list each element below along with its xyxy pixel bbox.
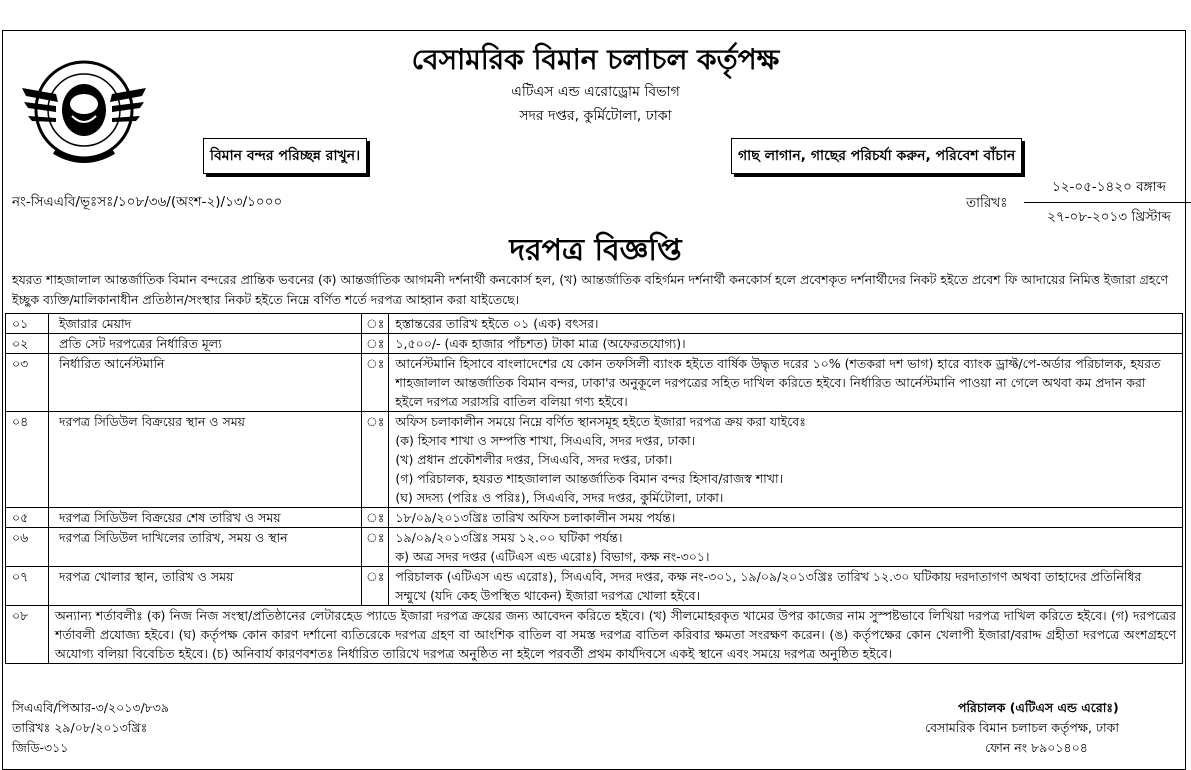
term-colon: ঃ [362, 412, 389, 508]
date-bangla: ১২-০৫-১৪২০ বঙ্গাব্দ [1024, 176, 1191, 203]
term-value-line: আর্নেস্টমানি হিসাবে বাংলাদেশের যে কোন তফসিলী ব্যাংক হইতে বার্ষিক উদ্ধৃত দরের ১০% (শতকরা দশ ভাগ) হারে ব্যাংক ড্রাফ্ট/পে-অর্ডার পরিচালক, হযরত শাহজালাল আন্তর্জাতিক বিমান বন্দর, ঢাকা'র অনুকূলে দরপত্রের সহিত দাখিল করিতে হইবে। নির্ধারিত আর্নেস্টমানি পাওয়া না গেলে অথবা কম প্রদান করা হইলে দরপত্র সরাসরি বাতিল বলিয়া গণ্য হইবে। [395, 356, 1161, 409]
term-number: ০৫ [6, 508, 49, 528]
term-value [389, 567, 1183, 606]
department-name: এটিএস এন্ড এরোড্রোম বিভাগ [511, 84, 680, 100]
term-value [389, 528, 1183, 567]
term-label: প্রতি সেট দরপত্রের নির্ধারিত মূল্য [49, 334, 362, 354]
term-number: ০৩ [6, 354, 49, 412]
notice-heading: দরপত্র বিজ্ঞপ্তি [509, 233, 682, 268]
signatory-phone: ফোন নং ৮৯০১৪০৪ [985, 740, 1088, 755]
term-label: ইজারার মেয়াদ [49, 314, 362, 334]
term-value [389, 354, 1183, 412]
term-value [389, 334, 1183, 354]
term-value-line: ক) অত্র সদর দপ্তর (এটিএস এন্ড এরোঃ) বিভাগ, কক্ষ নং-৩০১। [395, 549, 710, 564]
terms-table [5, 313, 1183, 664]
slogan-right: গাছ লাগান, গাছের পরিচর্যা করুন, পরিবেশ বাঁচান [731, 138, 1022, 174]
term-value-line: অফিস চলাকালীন সময়ে নিম্নে বর্ণিত স্থানসমূহ হইতে ইজারা দরপত্র ক্রয় করা যাইবেঃ [395, 414, 806, 429]
signatory-org: বেসামরিক বিমান চলাচল কর্তৃপক্ষ, ঢাকা [925, 720, 1120, 735]
term-value-line: (ক) হিসাব শাখা ও সম্পত্তি শাখা, সিএএবি, সদর দপ্তর, ঢাকা। [395, 433, 696, 448]
term-label: দরপত্র খোলার স্থান, তারিখ ও সময় [49, 567, 362, 606]
term-label: নির্ধারিত আর্নেস্টমানি [49, 354, 362, 412]
term-value-line: হস্তান্তরের তারিখ হইতে ০১ (এক) বৎসর। [395, 316, 599, 331]
notice-intro: হযরত শাহজালাল আন্তর্জাতিক বিমান বন্দরের প্রান্তিক ভবনের (ক) আন্তর্জাতিক আগমনী দর্শনার্থী কনকোর্স হল, (খ) আন্তর্জাতিক বহির্গমন দর্শনার্থী কনকোর্স হলে প্রবেশকৃত দর্শনার্থীদের নিকট হইতে প্রবেশ ফি আদায়ের নিমিত্ত ইজারা গ্রহণে ইচ্ছুক ব্যক্তি/মালিকানাধীন প্রতিষ্ঠান/সংস্থার নিকট হইতে নিম্নে বর্ণিত শর্তে দরপত্র আহ্বান করা যাইতেছে। [12, 272, 1169, 307]
term-number: ০৭ [6, 567, 49, 606]
term-colon: ঃ [362, 314, 389, 334]
term-label: দরপত্র সিডিউল বিক্রয়ের স্থান ও সময় [49, 412, 362, 508]
term-label: দরপত্র সিডিউল দাখিলের তারিখ, সময় ও স্থান [49, 528, 362, 567]
term-value-line: ১৮/০৯/২০১৩খ্রিঃ তারিখ অফিস চলাকালীন সময় পর্যন্ত। [395, 510, 676, 525]
term-number: ০৪ [6, 412, 49, 508]
footer-reference: সিএএবি/পিআর-৩/২০১৩/৮৩৯ [12, 700, 170, 715]
slogan-left: বিমান বন্দর পরিচ্ছন্ন রাখুন। [203, 138, 367, 174]
table-row [6, 567, 1183, 606]
term-number: ০১ [6, 314, 49, 334]
term-value-line: ১,৫০০/- (এক হাজার পাঁচশত) টাকা মাত্র (অফেরতযোগ্য)। [395, 336, 686, 351]
memo-number: নং-সিএএবি/ভূঃসঃ/১০৮/৩৬/(অংশ-২)/১৩/১০০০ [12, 194, 283, 210]
authority-title: বেসামরিক বিমান চলাচল কর্তৃপক্ষ [411, 43, 780, 76]
other-terms-text: অন্যান্য শর্তাবলীঃ (ক) নিজ নিজ সংস্থা/প্রতিষ্ঠানের লেটারহেড প্যাডে ইজারা দরপত্র ক্রয়ের জন্য আবেদন করিতে হইবে। (খ) সীলমোহরকৃত খামের উপর কাজের নাম সুস্পষ্টভাবে লিখিয়া দরপত্র দাখিল করিতে হইবে। (গ) দরপত্রের শর্তাবলী প্রযোজ্য হইবে। (ঘ) কর্তৃপক্ষ কোন কারণ দর্শানো ব্যতিরেকে দরপত্র গ্রহণ বা আংশিক বাতিল বা সমস্ত দরপত্র বাতিল করিবার ক্ষমতা সংরক্ষণ করেন। (ঙ) কর্তৃপক্ষের কোন খেলাপী ইজারা/বরাদ্দ গ্রহীতা দরপত্রে অংশগ্রহণে অযোগ্য বলিয়া বিবেচিত হইবে। (চ) অনিবার্য কারণবশতঃ নির্ধারিত তারিখে দরপত্র অনুষ্ঠিত না হইলে পরবর্তী প্রথম কার্যদিবসে একই স্থানে এবং সময়ে দরপত্র অনুষ্ঠিত হইবে। [49, 606, 1183, 664]
term-colon: ঃ [362, 567, 389, 606]
term-value-line: পরিচালক (এটিএস এন্ড এরোঃ), সিএএবি, সদর দপ্তর, কক্ষ নং-৩০১, ১৯/০৯/২০১৩খ্রিঃ তারিখ ১২.৩০ ঘটিকায় দরদাতাগণ অথবা তাহাদের প্রতিনিধির সম্মুখে (যদি কেহ উপস্থিত থাকেন) ইজারা দরপত্র খোলা হইবে। [395, 569, 1142, 603]
date-english: ২৭-০৮-২০১৩ খ্রিস্টাব্দ [1047, 209, 1171, 225]
table-row [6, 528, 1183, 567]
date-label: তারিখঃ [966, 195, 1008, 211]
term-number: ০২ [6, 334, 49, 354]
table-row [6, 334, 1183, 354]
term-value [389, 508, 1183, 528]
term-number: ০৬ [6, 528, 49, 567]
term-value-line: (গ) পরিচালক, হযরত শাহজালাল আন্তর্জাতিক বিমান বন্দর হিসাব/রাজস্ব শাখা। [395, 471, 784, 486]
office-address: সদর দপ্তর, কুর্মিটোলা, ঢাকা [519, 108, 672, 124]
footer-date: তারিখঃ ২৯/০৮/২০১৩খ্রিঃ [12, 720, 148, 735]
table-row [6, 508, 1183, 528]
term-colon: ঃ [362, 508, 389, 528]
term-label: দরপত্র সিডিউল বিক্রয়ের শেষ তারিখ ও সময় [49, 508, 362, 528]
term-colon: ঃ [362, 334, 389, 354]
term-value-line: ১৯/০৯/২০১৩খ্রিঃ সময় ১২.০০ ঘটিকা পর্যন্ত। [395, 530, 623, 545]
table-row [6, 354, 1183, 412]
table-row [6, 314, 1183, 334]
footer-misc: জিডি-৩১১ [12, 740, 69, 755]
term-colon: ঃ [362, 354, 389, 412]
term-colon: ঃ [362, 528, 389, 567]
term-number: ০৮ [6, 606, 49, 664]
term-value-line: (ঘ) সদস্য (পরিঃ ও পরিঃ), সিএএবি, সদর দপ্তর, কুর্মিটোলা, ঢাকা। [395, 490, 724, 505]
term-value-line: (খ) প্রধান প্রকৌশলীর দপ্তর, সিএএবি, সদর দপ্তর, ঢাকা। [395, 452, 673, 467]
term-value [389, 412, 1183, 508]
signatory-title: পরিচালক (এটিএস এন্ড এরোঃ) [958, 700, 1119, 715]
term-value [389, 314, 1183, 334]
table-row [6, 606, 1183, 664]
table-row [6, 412, 1183, 508]
